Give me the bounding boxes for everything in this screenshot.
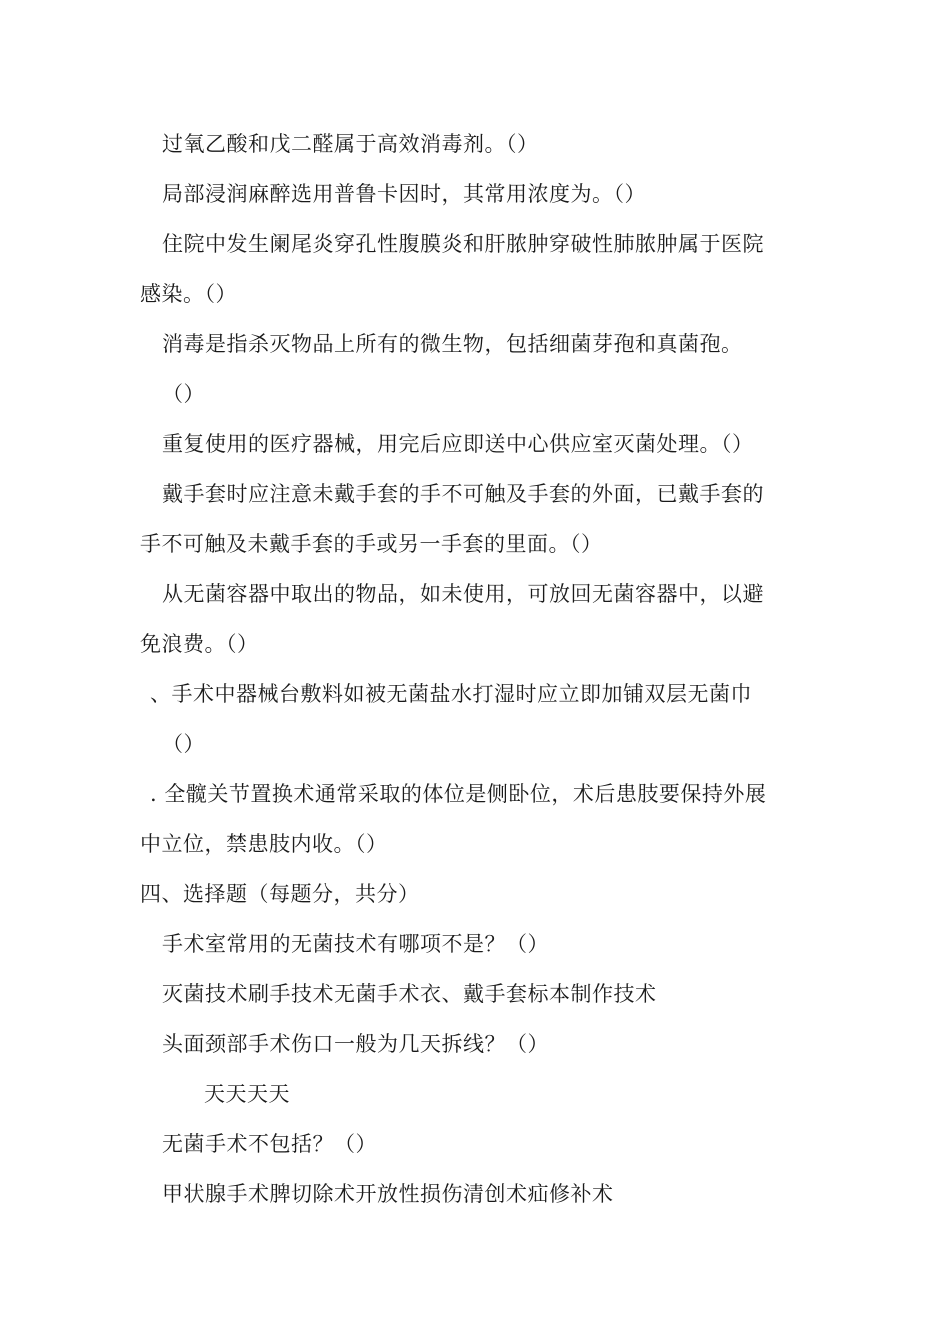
text-line: 消毒是指杀灭物品上所有的微生物，包括细菌芽孢和真菌孢。 — [162, 332, 743, 356]
text-line: . 全髋关节置换术通常采取的体位是侧卧位，术后患肢要保持外展 — [150, 782, 767, 806]
question-text: 手术室常用的无菌技术有哪项不是？（） — [162, 932, 549, 956]
answer-options: 灭菌技术刷手技术无菌手术衣、戴手套标本制作技术 — [162, 982, 657, 1006]
text-line: （） — [162, 382, 205, 406]
text-line: 免浪费。（） — [140, 632, 259, 656]
question-text: 头面颈部手术伤口一般为几天拆线？（） — [162, 1032, 549, 1056]
text-line: 感染。（） — [140, 282, 237, 306]
text-line: 戴手套时应注意未戴手套的手不可触及手套的外面，已戴手套的 — [162, 482, 764, 506]
answer-options: 天天天天 — [204, 1082, 290, 1106]
text-line: 中立位，禁患肢内收。（） — [140, 832, 388, 856]
answer-options: 甲状腺手术脾切除术开放性损伤清创术疝修补术 — [162, 1182, 614, 1206]
text-line: 局部浸润麻醉选用普鲁卡因时，其常用浓度为。（） — [162, 182, 646, 206]
question-text: 无菌手术不包括？（） — [162, 1132, 377, 1156]
text-line: 从无菌容器中取出的物品，如未使用，可放回无菌容器中，以避 — [162, 582, 764, 606]
section-heading: 四、选择题（每题分，共分） — [140, 882, 420, 906]
text-line: 手不可触及未戴手套的手或另一手套的里面。（） — [140, 532, 603, 556]
text-line: 过氧乙酸和戊二醛属于高效消毒剂。（） — [162, 132, 539, 156]
text-line: （） — [162, 732, 205, 756]
text-line: 、手术中器械台敷料如被无菌盐水打湿时应立即加铺双层无菌巾 — [150, 682, 752, 706]
text-line: 重复使用的医疗器械，用完后应即送中心供应室灭菌处理。（） — [162, 432, 754, 456]
text-line: 住院中发生阑尾炎穿孔性腹膜炎和肝脓肿穿破性肺脓肿属于医院 — [162, 232, 764, 256]
